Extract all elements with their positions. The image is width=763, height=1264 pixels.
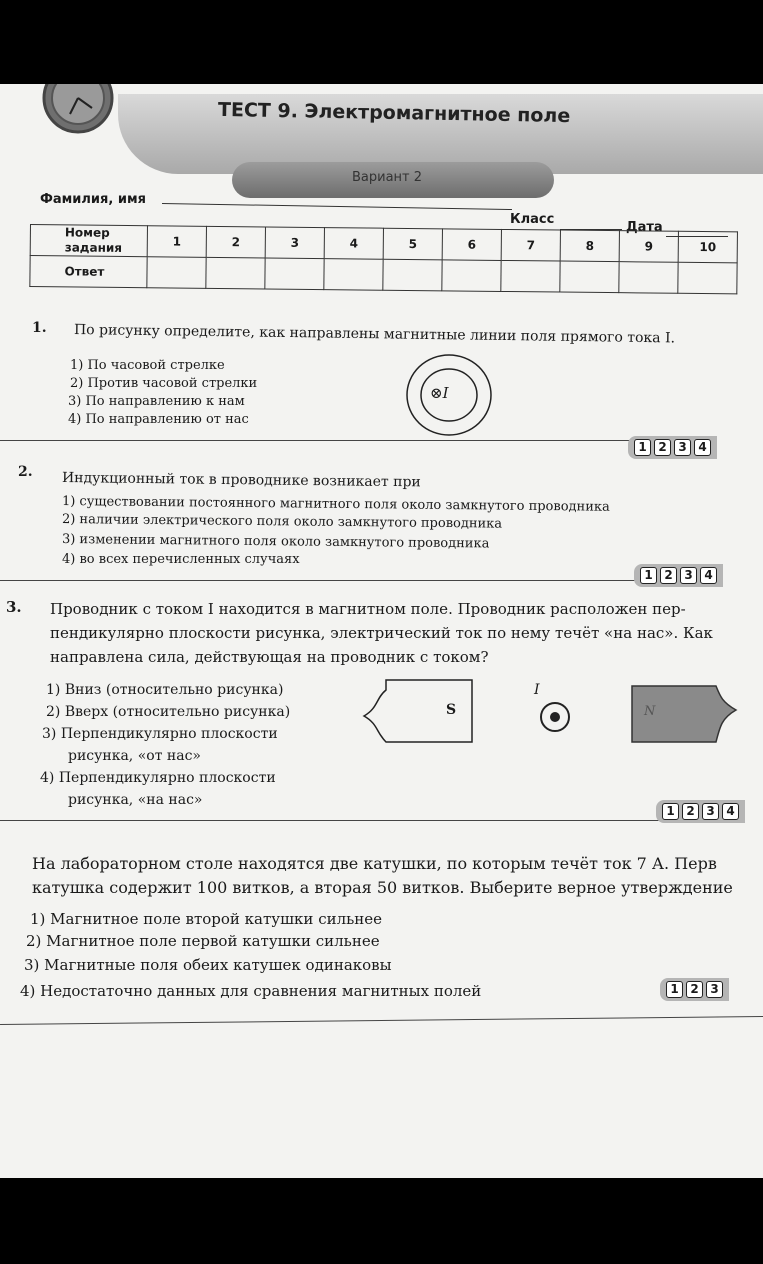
- divider: [0, 820, 660, 821]
- q2-number: 2.: [18, 464, 33, 480]
- q3-text-line-3: направлена сила, действующая на проводник с током?: [50, 648, 489, 666]
- q4-option-1[interactable]: 1) Магнитное поле второй катушки сильнее: [30, 910, 383, 928]
- task-number: 4: [324, 228, 383, 260]
- answer-cell[interactable]: [265, 258, 324, 290]
- answer-box[interactable]: 1: [662, 803, 679, 820]
- south-pole-label: S: [446, 702, 457, 718]
- q4-answer-boxes: [660, 978, 729, 1001]
- north-pole-label: N: [644, 704, 656, 719]
- q1-option-3[interactable]: 3) По направлению к нам: [68, 394, 245, 409]
- q3-text-line-1: Проводник с током I находится в магнитном поле. Проводник расположен пер-: [50, 600, 686, 618]
- name-field[interactable]: [162, 203, 512, 210]
- q4-option-3[interactable]: 3) Магнитные поля обеих катушек одинаковы: [24, 956, 392, 974]
- answer-cell[interactable]: [442, 260, 501, 292]
- q3-text-line-2: пендикулярно плоскости рисунка, электрический ток по нему течёт «на нас». Как: [50, 624, 713, 642]
- test-page: [0, 84, 763, 1178]
- q3-option-3[interactable]: 3) Перпендикулярно плоскости: [42, 726, 278, 742]
- task-number: 3: [265, 227, 324, 259]
- q1-answer-boxes: [628, 436, 717, 459]
- answer-cell[interactable]: [324, 259, 383, 291]
- row-label-number: Номер задания: [30, 225, 147, 257]
- task-number: 2: [206, 226, 265, 258]
- q3-answer-boxes: [656, 800, 745, 823]
- answer-cell[interactable]: [619, 262, 678, 294]
- q1-text: По рисунку определите, как направлены магнитные линии поля прямого тока I.: [73, 322, 676, 347]
- q4-text-line-1: На лабораторном столе находятся две катушки, по которым течёт ток 7 А. Перв: [32, 854, 717, 873]
- q3-option-4-cont: рисунка, «на нас»: [68, 792, 203, 808]
- answer-box[interactable]: 4: [722, 803, 739, 820]
- class-label: Класс: [510, 212, 555, 227]
- divider: [0, 580, 640, 581]
- current-label: I: [534, 682, 540, 698]
- circular-field-figure: [404, 352, 494, 438]
- answer-box[interactable]: 2: [682, 803, 699, 820]
- answer-box[interactable]: 4: [694, 439, 711, 456]
- q4-option-4[interactable]: 4) Недостаточно данных для сравнения магнитных полей: [20, 982, 482, 1000]
- answer-table: [29, 224, 738, 294]
- q2-answer-boxes: [634, 564, 723, 587]
- q3-option-1[interactable]: 1) Вниз (относительно рисунка): [46, 682, 284, 698]
- answer-box[interactable]: 1: [666, 981, 683, 998]
- answer-box[interactable]: 3: [702, 803, 719, 820]
- clock-icon: [30, 84, 126, 134]
- q4-option-2[interactable]: 2) Магнитное поле первой катушки сильнее: [26, 932, 380, 950]
- task-number: 10: [678, 231, 737, 263]
- answer-box[interactable]: 1: [634, 439, 651, 456]
- row-label-answer: Ответ: [30, 256, 147, 288]
- page-title: ТЕСТ 9. Электромагнитное поле: [217, 98, 571, 128]
- south-pole-magnet: [356, 676, 478, 746]
- current-into-page-label: ⊗I: [430, 384, 449, 402]
- date-label: Дата: [626, 220, 663, 235]
- answer-box[interactable]: 4: [700, 567, 717, 584]
- answer-box[interactable]: 3: [680, 567, 697, 584]
- task-number: 7: [501, 229, 560, 261]
- name-label: Фамилия, имя: [40, 192, 146, 207]
- task-number: 5: [383, 228, 442, 260]
- q3-number: 3.: [6, 598, 22, 616]
- q2-text: Индукционный ток в проводнике возникает при: [61, 470, 421, 491]
- answer-cell[interactable]: [501, 260, 560, 292]
- variant-label: Вариант 2: [352, 170, 423, 185]
- answer-cell[interactable]: [383, 259, 442, 291]
- q2-option-3[interactable]: 3) изменении магнитного поля около замкнутого проводника: [61, 532, 490, 552]
- q2-option-2[interactable]: 2) наличии электрического поля около замкнутого проводника: [61, 512, 503, 532]
- q1-number: 1.: [32, 320, 47, 336]
- divider: [0, 440, 640, 441]
- answer-cell[interactable]: [206, 257, 265, 289]
- answer-box[interactable]: 3: [706, 981, 723, 998]
- q1-option-4[interactable]: 4) По направлению от нас: [68, 412, 249, 427]
- q1-option-1[interactable]: 1) По часовой стрелке: [70, 358, 225, 373]
- divider: [0, 1016, 763, 1025]
- answer-box[interactable]: 2: [660, 567, 677, 584]
- task-number: 1: [147, 226, 206, 258]
- q1-option-2[interactable]: 2) Против часовой стрелки: [70, 376, 258, 391]
- q3-option-2[interactable]: 2) Вверх (относительно рисунка): [46, 704, 291, 720]
- q3-option-3-cont: рисунка, «от нас»: [68, 748, 201, 764]
- q2-option-4[interactable]: 4) во всех перечисленных случаях: [62, 552, 300, 567]
- answer-box[interactable]: 2: [686, 981, 703, 998]
- task-number: 9: [619, 231, 678, 263]
- answer-cell[interactable]: [147, 257, 206, 289]
- variant-badge: [232, 162, 554, 198]
- q4-text-line-2: катушка содержит 100 витков, а вторая 50 витков. Выберите верное утверждение: [32, 878, 733, 897]
- answer-cell[interactable]: [560, 261, 619, 293]
- current-out-of-page-icon: [538, 700, 572, 734]
- task-number: 6: [442, 229, 501, 261]
- answer-box[interactable]: 3: [674, 439, 691, 456]
- answer-box[interactable]: 1: [640, 567, 657, 584]
- q3-option-4[interactable]: 4) Перпендикулярно плоскости: [40, 770, 276, 786]
- answer-box[interactable]: 2: [654, 439, 671, 456]
- answer-cell[interactable]: [678, 262, 737, 294]
- q2-option-1[interactable]: 1) существовании постоянного магнитного поля около замкнутого проводника: [61, 494, 610, 515]
- task-number: 8: [560, 230, 619, 262]
